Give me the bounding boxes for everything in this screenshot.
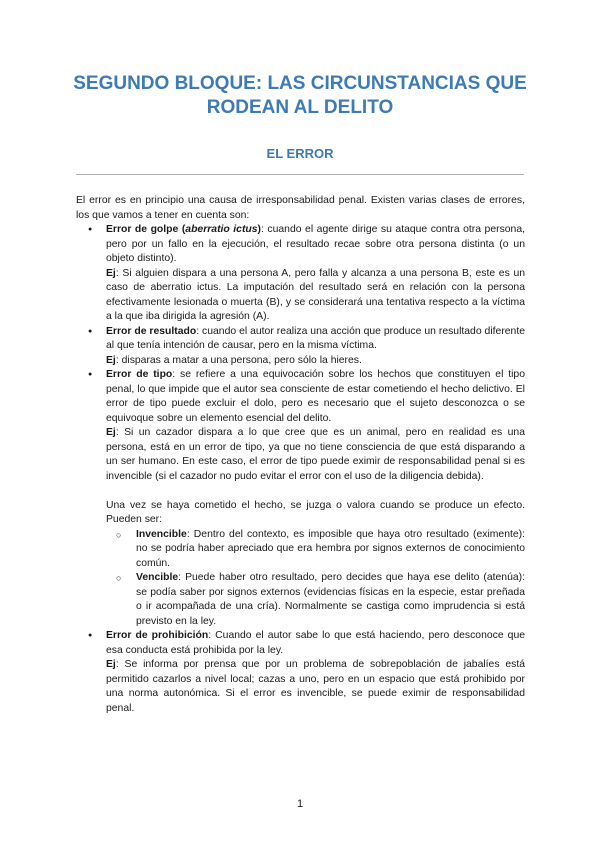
sub-item-vencible: ○ Vencible: Puede haber otro resultado, pero decides que haya ese delito (atenúa): se podía saber por signos externos (evidencias físicas en la especie, estar preñada o ir acompañada de una cría). Normalmente se castiga como imprudencia si está previsto en la ley. [106, 571, 525, 629]
page-number: 1 [296, 798, 304, 810]
item-definition: ● Error de resultado: cuando el autor realiza una acción que produce un resultado diferente al que tenía intención de causar, pero en la misma víctima. [106, 325, 525, 351]
item-term: Error de golpe (aberratio ictus) [106, 224, 262, 235]
title-line-2: RODEAN AL DELITO [206, 97, 394, 118]
item-example: Ej: Se informa por prensa que por un problema de sobrepoblación de jabalíes está permitido cazarlos a nivel local; cazas a uno, pero en un espacio que está prohibido por una norma autonómica. Si el error es invencible, se puede eximir de responsabilidad penal. [106, 659, 525, 714]
item-example: Ej: Si un cazador dispara a lo que cree que es un animal, pero en realidad es una persona, está en un error de tipo, ya que no tiene consciencia de que está disparando a un ser humano. En este caso, el error de tipo puede eximir de responsabilidad penal si es invencible (si el cazador no pudo evitar el error con el uso de la diligencia debida). [106, 427, 525, 482]
error-subtypes-list [106, 528, 525, 630]
item-term: Error de resultado [106, 325, 197, 337]
item-example: Ej: Si alguien dispara a una persona A, pero falla y alcanza a una persona B, este es un caso de aberratio ictus. La imputación del resultado será en relación con la persona efectivamente lesionada o muerta (B), y se considerará una tentativa respecto a la víctima a la que iba dirigida la agresión (A). [106, 267, 525, 322]
list-item-error-de-tipo [76, 368, 525, 629]
list-item-error-de-resultado [76, 325, 525, 369]
item-definition: ● Error de golpe (aberratio ictus): cuando el agente dirige su ataque contra otra persona, pero por un fallo en la ejecución, el resultado recae sobre otra persona distinta (o un objeto distinto). [106, 224, 525, 264]
item-term: Error de prohibición [106, 630, 209, 641]
item-term: Error de tipo [106, 369, 173, 380]
item-definition: ● Error de prohibición: Cuando el autor sabe lo que está haciendo, pero desconoce que esa conducta está prohibida por la ley. [106, 630, 525, 656]
section-divider [76, 174, 524, 175]
title-line-1: SEGUNDO BLOQUE: LAS CIRCUNSTANCIAS QUE [73, 73, 527, 94]
item-extra-paragraph: Una vez se haya cometido el hecho, se juzga o valora cuando se produce un efecto. Pueden ser: [106, 499, 525, 525]
item-definition: ● Error de tipo: se refiere a una equivocación sobre los hechos que constituyen el tipo penal, lo que impide que el autor sea consciente de estar cometiendo el hecho delictivo. El error de tipo puede excluir el dolo, pero es necesario que el sujeto desconozca o se equivoque sobre un elemento esencial del delito. [106, 369, 525, 424]
error-types-list [76, 223, 525, 716]
document-body [76, 194, 525, 716]
list-item-error-de-prohibicion [76, 629, 525, 716]
item-example: Ej: disparas a matar a una persona, pero sólo la hieres. [106, 354, 362, 366]
page-title [60, 72, 540, 120]
sub-item-invencible: ○ Invencible: Dentro del contexto, es imposible que haya otro resultado (eximente): no se podría haber apreciado que era hembra por signos externos de conocimiento común. [106, 528, 525, 572]
list-item-error-de-golpe [76, 223, 525, 325]
intro-paragraph: El error es en principio una causa de irresponsabilidad penal. Existen varias clases de errores, los que vamos a tener en cuenta son: [76, 195, 525, 221]
section-heading: EL ERROR [266, 146, 334, 161]
